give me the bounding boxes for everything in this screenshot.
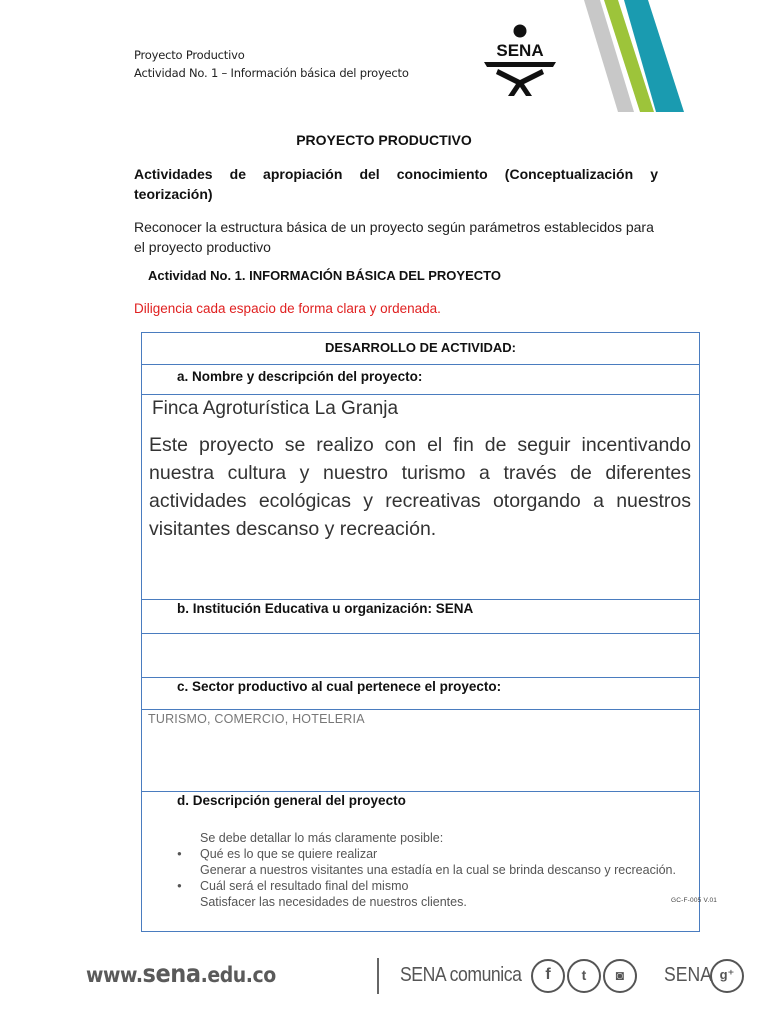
page-header	[134, 46, 409, 82]
section-b-content	[142, 634, 699, 678]
google-plus-icon[interactable]: g⁺	[710, 959, 744, 993]
footer-website[interactable]	[86, 959, 276, 988]
section-b-label: b. Institución Educativa u organización: SENA	[142, 600, 699, 634]
header-line-1: Proyecto Productivo	[134, 48, 245, 62]
document-subtitle: Actividades de apropiación del conocimiento (Conceptualización y teorización)	[134, 166, 658, 202]
instruction-text: Diligencia cada espacio de forma clara y ordenada.	[134, 301, 441, 316]
document-title: PROYECTO PRODUCTIVO	[296, 132, 472, 148]
footer-divider	[377, 958, 379, 994]
project-description: Este proyecto se realizo con el fin de seguir incentivando nuestra cultura y nuestro turismo a través de diferentes actividades ecológicas y recreativas otorgando a nuestros visitantes descanso y recreación.	[149, 434, 691, 540]
section-a-label: a. Nombre y descripción del proyecto:	[142, 365, 699, 395]
footer-web-prefix: www.	[86, 963, 143, 987]
facebook-icon[interactable]: f	[531, 959, 565, 993]
header-line-2: Actividad No. 1 – Información básica del proyecto	[134, 66, 409, 80]
section-a-content	[142, 395, 699, 600]
table-header: DESARROLLO DE ACTIVIDAD:	[142, 333, 699, 365]
sector-value: TURISMO, COMERCIO, HOTELERIA	[148, 712, 365, 726]
sena-logo	[480, 22, 560, 98]
header-stripes-decoration	[560, 0, 768, 112]
footer-web-suffix: .edu.co	[200, 963, 276, 987]
activity-table	[141, 332, 700, 932]
activity-title: Actividad No. 1. INFORMACIÓN BÁSICA DEL PROYECTO	[148, 268, 501, 283]
section-d	[142, 792, 699, 933]
footer-web-brand: sena	[142, 959, 201, 988]
instagram-icon[interactable]: ◙	[603, 959, 637, 993]
d-question-1: ● Qué es lo que se quiere realizar	[164, 846, 684, 862]
form-code: GC-F-005 V.01	[671, 897, 718, 904]
d-answer-1: Generar a nuestros visitantes una estadía en la cual se brinda descanso y recreación.	[200, 863, 676, 877]
d-intro: Se debe detallar lo más claramente posible:	[200, 831, 444, 845]
section-c-content	[142, 710, 699, 792]
sena-logo-text: SENA	[496, 41, 544, 60]
section-c-label: c. Sector productivo al cual pertenece el proyecto:	[142, 678, 699, 710]
project-name: Finca Agroturística La Granja	[152, 398, 399, 419]
twitter-icon[interactable]: t	[567, 959, 601, 993]
section-d-content	[164, 830, 684, 910]
footer-sena-comunica: SENA comunica	[400, 964, 522, 986]
footer-sena-label: SENA	[664, 964, 712, 986]
document-intro: Reconocer la estructura básica de un proyecto según parámetros establecidos para el proyecto productivo	[134, 219, 654, 255]
d-answer-2: Satisfacer las necesidades de nuestros clientes.	[200, 895, 467, 909]
d-question-2: ● Cuál será el resultado final del mismo	[164, 878, 684, 894]
section-d-label: d. Descripción general del proyecto	[177, 793, 406, 808]
